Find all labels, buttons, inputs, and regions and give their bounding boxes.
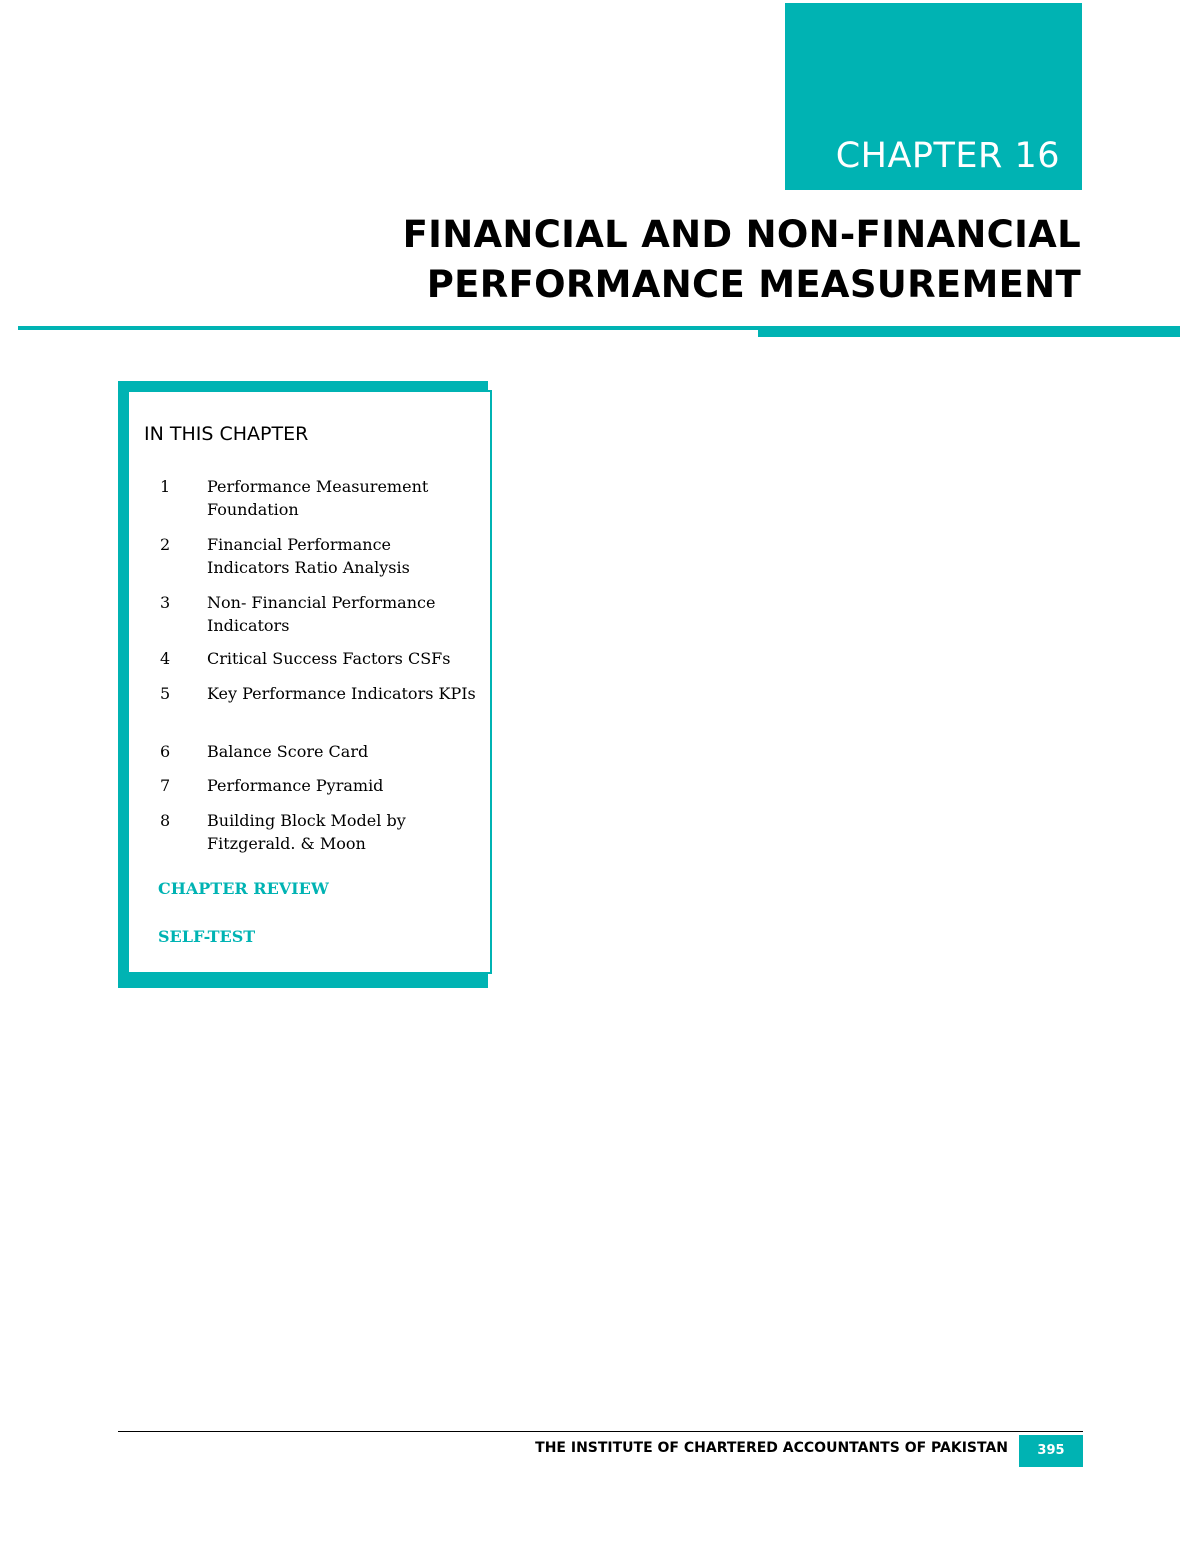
toc-title: Performance Measurement Foundation (207, 477, 429, 519)
footer-divider (118, 1431, 1083, 1432)
page-number: 395 (1019, 1435, 1083, 1467)
toc-number: 1 (160, 477, 171, 496)
title-line-2: PERFORMANCE MEASUREMENT (426, 263, 1081, 306)
toc-title: Critical Success Factors CSFs (207, 649, 451, 668)
toc-number: 4 (160, 649, 171, 668)
toc-title: Non- Financial Performance Indicators (207, 593, 436, 635)
toc-number: 7 (160, 776, 171, 795)
self-test-link[interactable]: SELF-TEST (158, 927, 256, 946)
toc-number: 2 (160, 535, 171, 554)
title-divider-accent (758, 328, 1180, 337)
contents-heading: IN THIS CHAPTER (144, 423, 309, 445)
chapter-review-link[interactable]: CHAPTER REVIEW (158, 879, 329, 898)
toc-number: 8 (160, 811, 171, 830)
title-line-1: FINANCIAL AND NON-FINANCIAL (402, 213, 1081, 256)
toc-title: Balance Score Card (207, 742, 369, 761)
toc-number: 5 (160, 684, 171, 703)
toc-title: Financial Performance Indicators Ratio Analysis (207, 535, 410, 577)
chapter-banner (785, 3, 1082, 190)
toc-title: Building Block Model by Fitzgerald. & Moon (207, 811, 406, 853)
toc-number: 3 (160, 593, 171, 612)
toc-number: 6 (160, 742, 171, 761)
toc-title: Performance Pyramid (207, 776, 384, 795)
page-title (181, 210, 1081, 310)
footer-institute: THE INSTITUTE OF CHARTERED ACCOUNTANTS OF PAKISTAN (535, 1440, 1008, 1456)
chapter-label: CHAPTER 16 (835, 136, 1060, 176)
toc-title: Key Performance Indicators KPIs (207, 684, 476, 703)
